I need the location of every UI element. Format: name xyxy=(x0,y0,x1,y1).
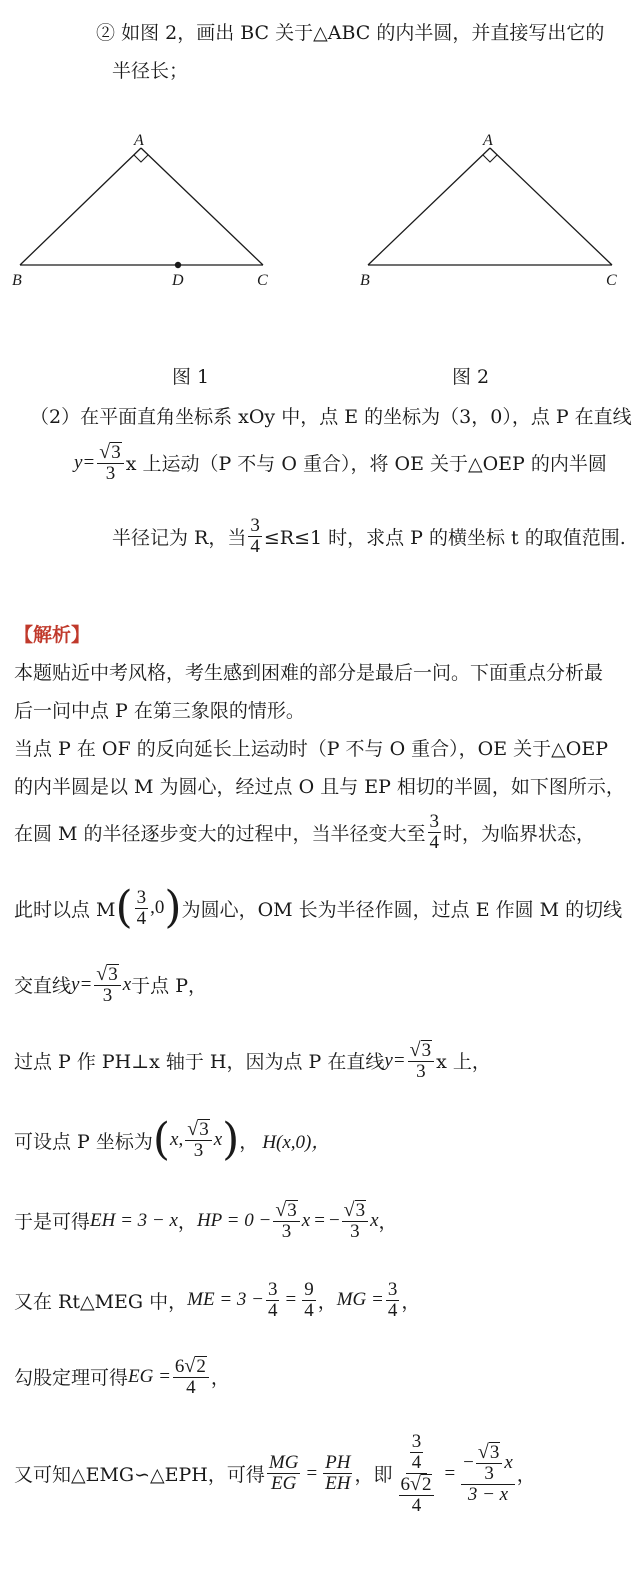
eh-equation: EH = 3 − x xyxy=(90,1209,178,1231)
fig2-label-b: B xyxy=(360,272,370,289)
fig1-label-d: D xyxy=(172,272,184,289)
solution-p7: 交直线 y= √ 3 3 x 于点 P， xyxy=(14,963,207,1006)
part2-line3-a: 半径记为 R，当 xyxy=(112,526,247,549)
solution-p5: 在圆 M 的半径逐步变大的过程中，当半径变大至 $\frac{3}{4}$ 时，为临界状态， xyxy=(14,811,596,853)
fraction-sqrt3-over-3: √ 3 3 xyxy=(476,1442,502,1484)
part2-line3-b: ≤R≤1 时，求点 P 的横坐标 t 的取值范围. xyxy=(263,526,626,549)
eg-equation: EG = xyxy=(128,1365,171,1387)
solution-p2: 后一问中点 P 在第三象限的情形。 xyxy=(14,700,305,722)
fraction-3-over-4: $\frac{3}{4}$ xyxy=(267,1279,278,1321)
part2-line2-text: x 上运动（P 不与 O 重合），将 OE 关于△OEP 的内半圆 xyxy=(125,453,607,476)
circled-number: ② xyxy=(96,22,116,44)
q2-text-line1: 如图 2，画出 BC 关于△ABC 的内半圆，并直接写出它的 xyxy=(121,22,605,44)
q2-text-line2: 半径长； xyxy=(112,60,189,82)
hp-equation: HP = 0 − xyxy=(196,1209,272,1231)
me-equation: ME = 3 − xyxy=(187,1289,264,1311)
solution-p9: 可设点 P 坐标为 ( x , √ 3 3 x ) ， H(x,0)， xyxy=(14,1114,331,1165)
solution-p6: 此时以点 M ( $\frac{3}{4}$ , 0 ) 为圆心，OM 长为半径作圆，过点 E 作圆 M 的切线 xyxy=(14,882,623,933)
solution-p12: 勾股定理可得 EG = 6 √ 2 4 ， xyxy=(14,1355,230,1398)
q2-subpart-line1 xyxy=(96,18,604,45)
solution-p13: 又可知△EMG∽△EPH，可得 $\frac{MG}{EG}$ = $\frac{PH}{EH}$ ，即 $\frac{3}{4}$ 6 √ 2 4 = − √ 3 3 x 3 − x ， xyxy=(14,1431,536,1516)
fraction-3-over-4: $\frac{3}{4}$ xyxy=(250,515,260,557)
part2-line3 xyxy=(112,516,626,557)
fraction-mg-over-eg: $\frac{MG}{EG}$ xyxy=(268,1452,299,1495)
fig2-label-c: C xyxy=(606,272,617,289)
fraction-6sqrt2-over-4: 6 √ 2 4 xyxy=(399,1474,435,1516)
solution-p8: 过点 P 作 PH⊥x 轴于 H，因为点 P 在直线 y= √ 3 3 x 上， xyxy=(14,1039,491,1082)
solution-p10: 于是可得 EH = 3 − x ， HP = 0 − √ 3 3 x = − √ 3 3 x ， xyxy=(14,1199,398,1242)
point-d-dot xyxy=(175,262,181,268)
solution-p11: 又在 Rt△MEG 中， ME = 3 − $\frac{3}{4}$ = $\frac{9}{4}$ ， MG = $\frac{3}{4}$ ， xyxy=(14,1279,421,1321)
fig1-label-c: C xyxy=(257,272,268,289)
fraction-9-over-4: $\frac{9}{4}$ xyxy=(304,1279,314,1321)
part2-line2 xyxy=(74,442,607,484)
solution-heading: 【解析】 xyxy=(14,624,91,646)
fraction-sqrt3-over-3: √ 3 3 xyxy=(408,1040,434,1082)
figure-1 xyxy=(0,128,300,293)
fig1-label-a: A xyxy=(134,132,144,149)
part2-line1: （2）在平面直角坐标系 xOy 中，点 E 的坐标为（3，0），点 P 在直线 xyxy=(30,406,632,428)
solution-p4: 的内半圆是以 M 为圆心，经过点 O 且与 EP 相切的半圆，如下图所示， xyxy=(14,776,625,798)
fraction-sqrt3-over-3: √ 3 3 xyxy=(273,1200,299,1242)
fraction-ph-over-eh: $\frac{PH}{EH}$ xyxy=(325,1452,351,1495)
fraction-sqrt3-over-3: √ 3 3 xyxy=(185,1119,211,1161)
fraction-sqrt3-over-3: √ 3 3 xyxy=(342,1200,368,1242)
fraction-3-over-4: $\frac{3}{4}$ xyxy=(429,811,440,853)
figure-2 xyxy=(350,128,640,293)
fraction-3-over-4: $\frac{3}{4}$ xyxy=(387,1279,398,1321)
line-eq-y: y= xyxy=(74,451,96,473)
fraction-sqrt3-over-3: √ 3 3 xyxy=(94,964,120,1006)
fig1-label-b: B xyxy=(12,272,22,289)
fraction-sqrt3-over-3: √ 3 3 xyxy=(97,442,123,484)
mg-equation: MG = xyxy=(336,1289,384,1311)
fraction-3-over-4: $\frac{3}{4}$ xyxy=(136,886,147,929)
fig2-label-a: A xyxy=(483,132,493,149)
figure-1-caption: 图 1 xyxy=(172,366,210,388)
h-coordinate: H(x,0)， xyxy=(262,1131,331,1153)
fraction-6sqrt2-over-4: 6 √ 2 4 xyxy=(173,1356,209,1398)
compound-fraction-left xyxy=(395,1432,439,1516)
compound-fraction-right: − √ 3 3 x 3 − x xyxy=(463,1441,513,1506)
solution-p3: 当点 P 在 OF 的反向延长上运动时（P 不与 O 重合），OE 关于△OEP xyxy=(14,738,609,760)
solution-p1: 本题贴近中考风格，考生感到困难的部分是最后一问。下面重点分析最 xyxy=(14,662,604,684)
fraction-3-over-4: $\frac{3}{4}$ xyxy=(411,1431,422,1473)
figure-2-caption: 图 2 xyxy=(452,366,490,388)
